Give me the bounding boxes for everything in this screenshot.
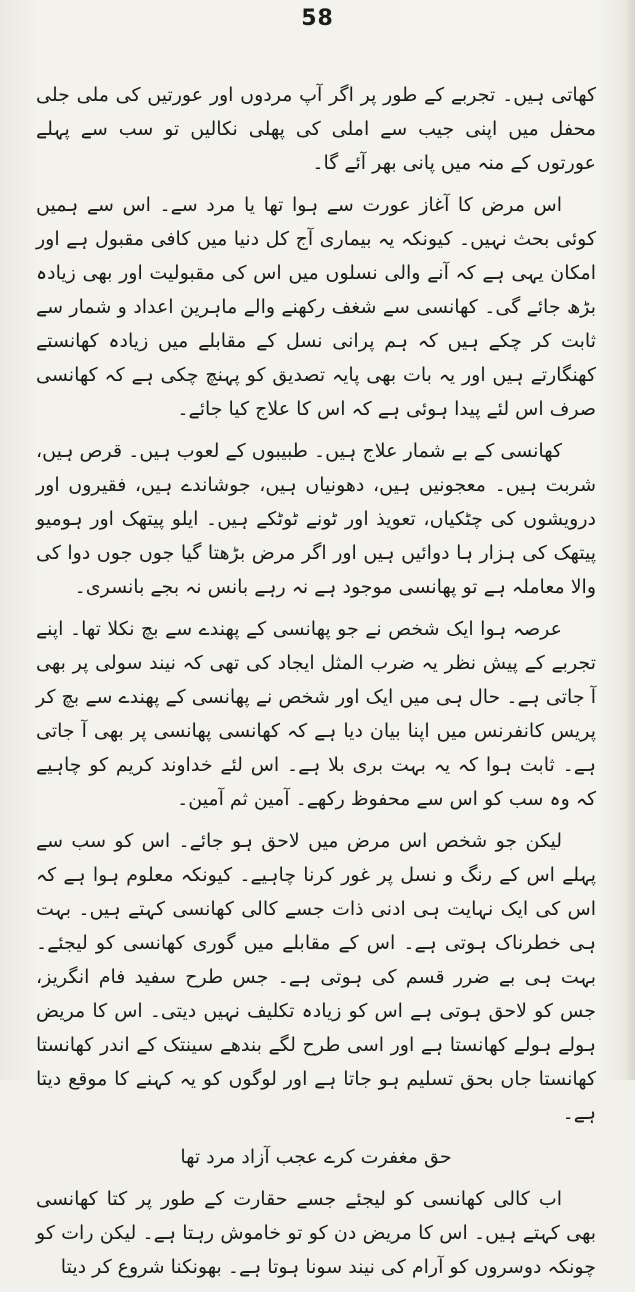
paragraph-2: اس مرض کا آغاز عورت سے ہوا تھا یا مرد سے۔ اس سے ہمیں کوئی بحث نہیں۔ کیونکہ یہ بیماری آج کل دنیا میں کافی مقبول ہے اور امکان یہی ہے کہ آنے والی نسلوں میں اس کی مقبولیت اور بھی زیادہ بڑھ جائے گی۔ کھانسی سے شغف رکھنے والے ماہرین اعداد و شمار سے ثابت کر چکے ہیں کہ ہم پرانی نسل کے مقابلے میں زیادہ کھانستے کھنگارتے ہیں اور یہ بات بھی پایہ تصدیق کو پہنچ چکی ہے کہ کھانسی صرف اس لئے پیدا ہوئی ہے کہ اس کا علاج کیا جائے۔ (36, 194, 596, 420)
paragraph-3: کھانسی کے بے شمار علاج ہیں۔ طبیبوں کے لعوب ہیں۔ قرص ہیں، شربت ہیں۔ معجونیں ہیں، دھونیاں ہیں، جوشاندے ہیں، فقیروں اور درویشوں کی چٹکیاں، تعویذ اور ٹونے ٹوٹکے ہیں۔ ایلو پیتھک اور ہومیو پیتھک کی ہزار ہا دوائیں ہیں اور اگر مرض بڑھتا گیا جوں جوں دوا کی والا معاملہ ہے تو پھانسی موجود ہے نہ رہے بانس نہ بجے بانسری۔ (36, 440, 596, 598)
page-number: 58 (301, 6, 334, 31)
verse-line: حق مغفرت کرے عجب آزاد مرد تھا (180, 1146, 452, 1168)
page-body (36, 78, 596, 1292)
paragraph-5: لیکن جو شخص اس مرض میں لاحق ہو جائے۔ اس کو سب سے پہلے اس کے رنگ و نسل پر غور کرنا چاہیے۔ کیونکہ معلوم ہوا ہے کہ اس کی ایک نہایت ہی ادنی ذات جسے کالی کھانسی کہتے ہیں۔ بہت ہی خطرناک ہوتی ہے۔ اس کے مقابلے میں گوری کھانسی کو لیجئے۔ بہت ہی بے ضرر قسم کی ہوتی ہے۔ جس طرح سفید فام انگریز، جس کو لاحق ہوتی ہے اس کو زیادہ تکلیف نہیں دیتی۔ اس کا مریض ہولے ہولے کھانستا ہے اور اسی طرح لگے بندھے سینتک کے اندر کھانستا کھانستا جاں بحق تسلیم ہو جاتا ہے اور لوگوں کو یہ کہنے کا موقع دیتا ہے۔ (36, 830, 596, 1124)
closing-paragraph: اب کالی کھانسی کو لیجئے جسے حقارت کے طور پر کتا کھانسی بھی کہتے ہیں۔ اس کا مریض دن کو تو خاموش رہتا ہے۔ لیکن رات کو چونکہ دوسروں کو آرام کی نیند سونا ہوتا ہے۔ بھونکنا شروع کر دیتا (36, 1188, 596, 1278)
paragraph-1: کھاتی ہیں۔ تجربے کے طور پر اگر آپ مردوں اور عورتیں کی ملی جلی محفل میں اپنی جیب سے املی کی پھلی نکالیں تو سب سے پہلے عورتوں کے منہ میں پانی بھر آئے گا۔ (36, 84, 596, 174)
paragraph-4: عرصہ ہوا ایک شخص نے جو پھانسی کے پھندے سے بچ نکلا تھا۔ اپنے تجربے کے پیش نظر یہ ضرب المثل ایجاد کی تھی کہ نیند سولی پر بھی آ جاتی ہے۔ حال ہی میں ایک اور شخص نے پھانسی کے پھندے سے بچ کر پریس کانفرنس میں اپنا بیان دیا ہے کہ کھانسی پھانسی پر بھی آ جاتی ہے۔ ثابت ہوا کہ یہ بہت بری بلا ہے۔ اس لئے خداوند کریم کو چاہیے کہ وہ سب کو اس سے محفوظ رکھے۔ آمین ثم آمین۔ (36, 618, 596, 810)
page-edge-shadow (625, 0, 635, 1080)
